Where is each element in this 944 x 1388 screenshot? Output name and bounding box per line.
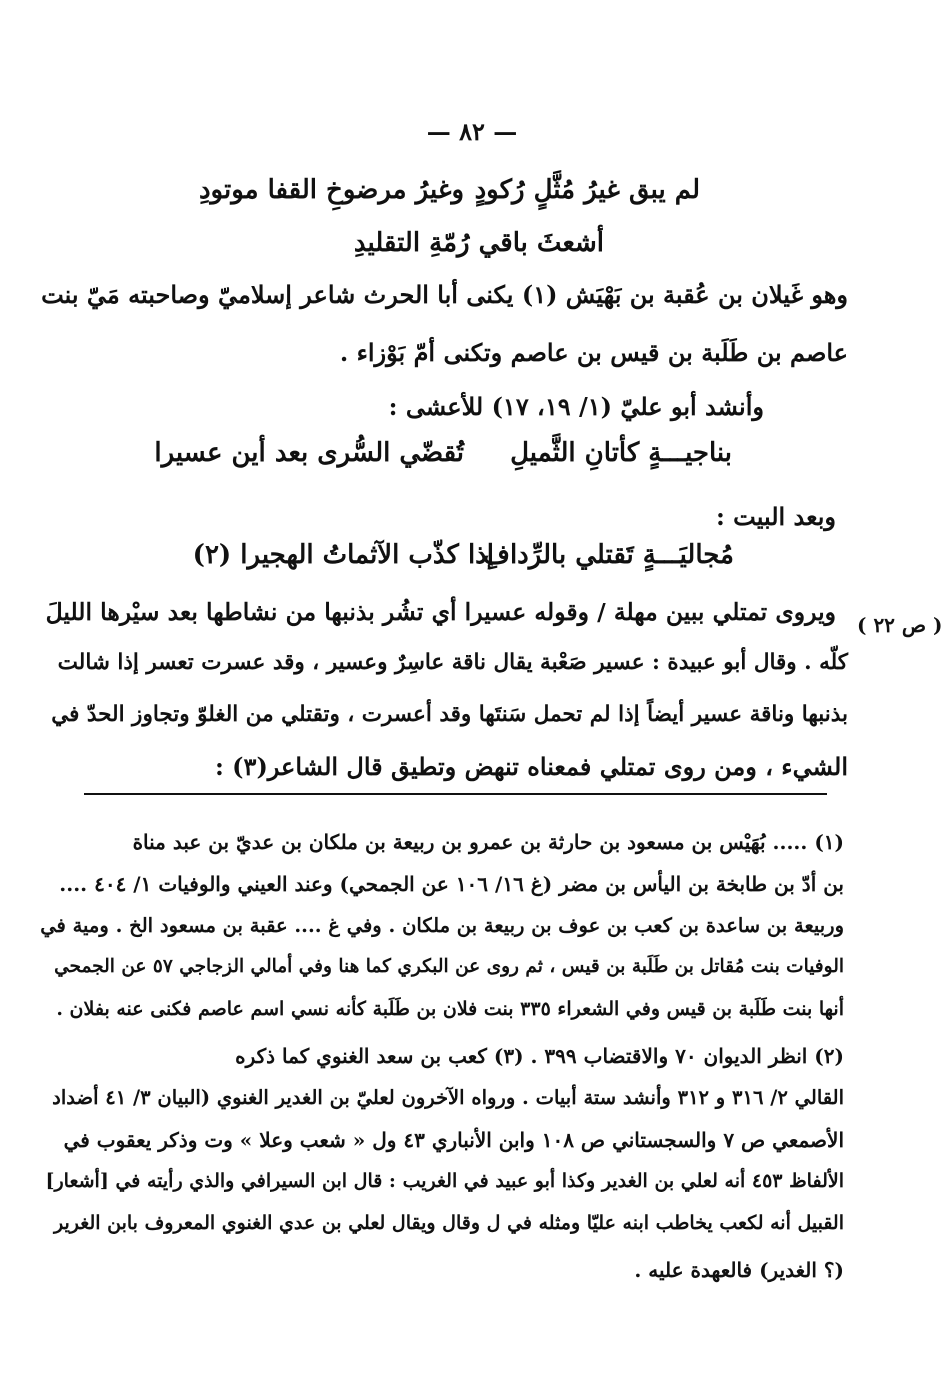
footnote-line-1: (١) ..... بُهَيْس بن مسعود بن حارثة بن عمرو بن ربيعة بن ملكان بن عديّ بن عبد مناة	[132, 830, 844, 854]
para2-line-4: الشيء ، ومن روى تمتلي فمعناه تنهض وتطيق قال الشاعر(٣) :	[214, 752, 848, 781]
footnote-line-11: (؟ الغدير) فالعهدة عليه .	[634, 1258, 844, 1282]
verse1-hemistich-left: وغيرُ مرضوخِ القفا موتودِ	[198, 175, 464, 205]
footnote-line-10: القبيل أنه لكعب يخاطب ابنه عليّا ومثله في ل وقال ويقال لعلي بن عدي الغنوي المعروف بابن الغرير	[54, 1212, 844, 1234]
verse3-hemistich-right: مُجاليَـــةٍ تَقتلي بالرِّدافِ	[483, 540, 734, 570]
para1-line-1: وهو غَيلان بن عُقبة بن بَهْيَش (١) يكنى أبا الحرث شاعر إسلاميّ وصاحبته مَيّ بنت	[41, 280, 848, 309]
footnote-line-7: القالي ٢/ ٣١٦ و ٣١٢ وأنشد ستة أبيات . ورواه الآخرون لعليّ بن الغدير الغنوي (البيان ٣/ ٤١ أضداد	[52, 1086, 844, 1109]
verse2-hemistich-left: تُقضّي السُّرى بعد أين عسيرا	[154, 438, 464, 468]
footnote-divider	[84, 793, 827, 795]
footnote-line-5: أنها بنت طَلَبة بن قيس وفي الشعراء ٣٣٥ بنت فلان بن طَلَبة كأنه نسي اسم عاصم فكنى عنه بفلان .	[56, 998, 844, 1020]
margin-reference: ( ص ٢٢ )	[857, 613, 943, 637]
footnote-line-2: بن أدّ بن طابخة بن اليأس بن مضر (غ ١٦/ ١٠٦ عن الجمحي) وعند العيني والوفيات ١/ ٤٠٤ ....	[59, 872, 844, 896]
para2-line-3: بذنبها وناقة عسير أيضاً إذا لم تحمل سَنتَها وقد أعسرت ، وتقتلي من الغلوّ وتجاوز الحدّ في	[51, 702, 848, 727]
verse3-hemistich-left: إذا كذّب الآثماتُ الهجيرا (٢)	[192, 540, 494, 570]
page-number: — ٨٢ —	[426, 117, 518, 146]
verse1-hemistich-right: لم يبق غيرُ مُثَّلٍ رُكودٍ	[474, 175, 700, 205]
footnote-line-3: وربيعة بن ساعدة بن كعب بن عوف بن ربيعة بن ملكان . وفي غ .... عقبة بن مسعود الخ . ومية في	[40, 914, 844, 937]
footnote-line-9: الألفاظ ٤٥٣ أنه لعلي بن الغدير وكذا أبو عبيد في الغريب : قال ابن السيرافي والذي رأيته في [أشعار]	[45, 1170, 844, 1192]
para1-line-2: عاصم بن طَلَبة بن قيس بن عاصم وتكنى أمّ بَوْزاء .	[339, 338, 848, 367]
footnote-line-8: الأصمعي ص ٧ والسجستاني ص ١٠٨ وابن الأنباري ٤٣ ول « شعب وعلا » وت وذكر يعقوب في	[63, 1128, 844, 1152]
verse1-third-line: أشعثَ باقي رُمّةِ التقليدِ	[353, 228, 604, 258]
para1-line-3: وأنشد أبو عليّ (١/ ١٩، ١٧) للأعشى :	[388, 392, 764, 421]
footnote-line-6: (٢) انظر الديوان ٧٠ والاقتضاب ٣٩٩ . (٣) كعب بن سعد الغنوي كما ذكره	[235, 1044, 844, 1068]
verse2-hemistich-right: بناجيـــةٍ كأتانِ الثَّميلِ	[510, 438, 732, 468]
after-verse-label: وبعد البيت :	[715, 502, 836, 531]
footnote-line-4: الوفيات بنت مُقاتل بن طَلَبة بن قيس ، ثم روى عن البكري كما هنا وفي أمالي الزجاجي ٥٧ عن الجمحي	[54, 956, 844, 977]
para2-line-2: كلّه . وقال أبو عبيدة : عسير صَعْبة يقال ناقة عاسِرٌ وعسير ، وقد عسرت تعسر إذا شالت	[57, 650, 848, 675]
para2-line-1: ويروى تمتلي ببين مهلة / وقوله عسيرا أي تشُر بذنبها من نشاطها بعد سيْرها الليلَ	[45, 598, 836, 626]
